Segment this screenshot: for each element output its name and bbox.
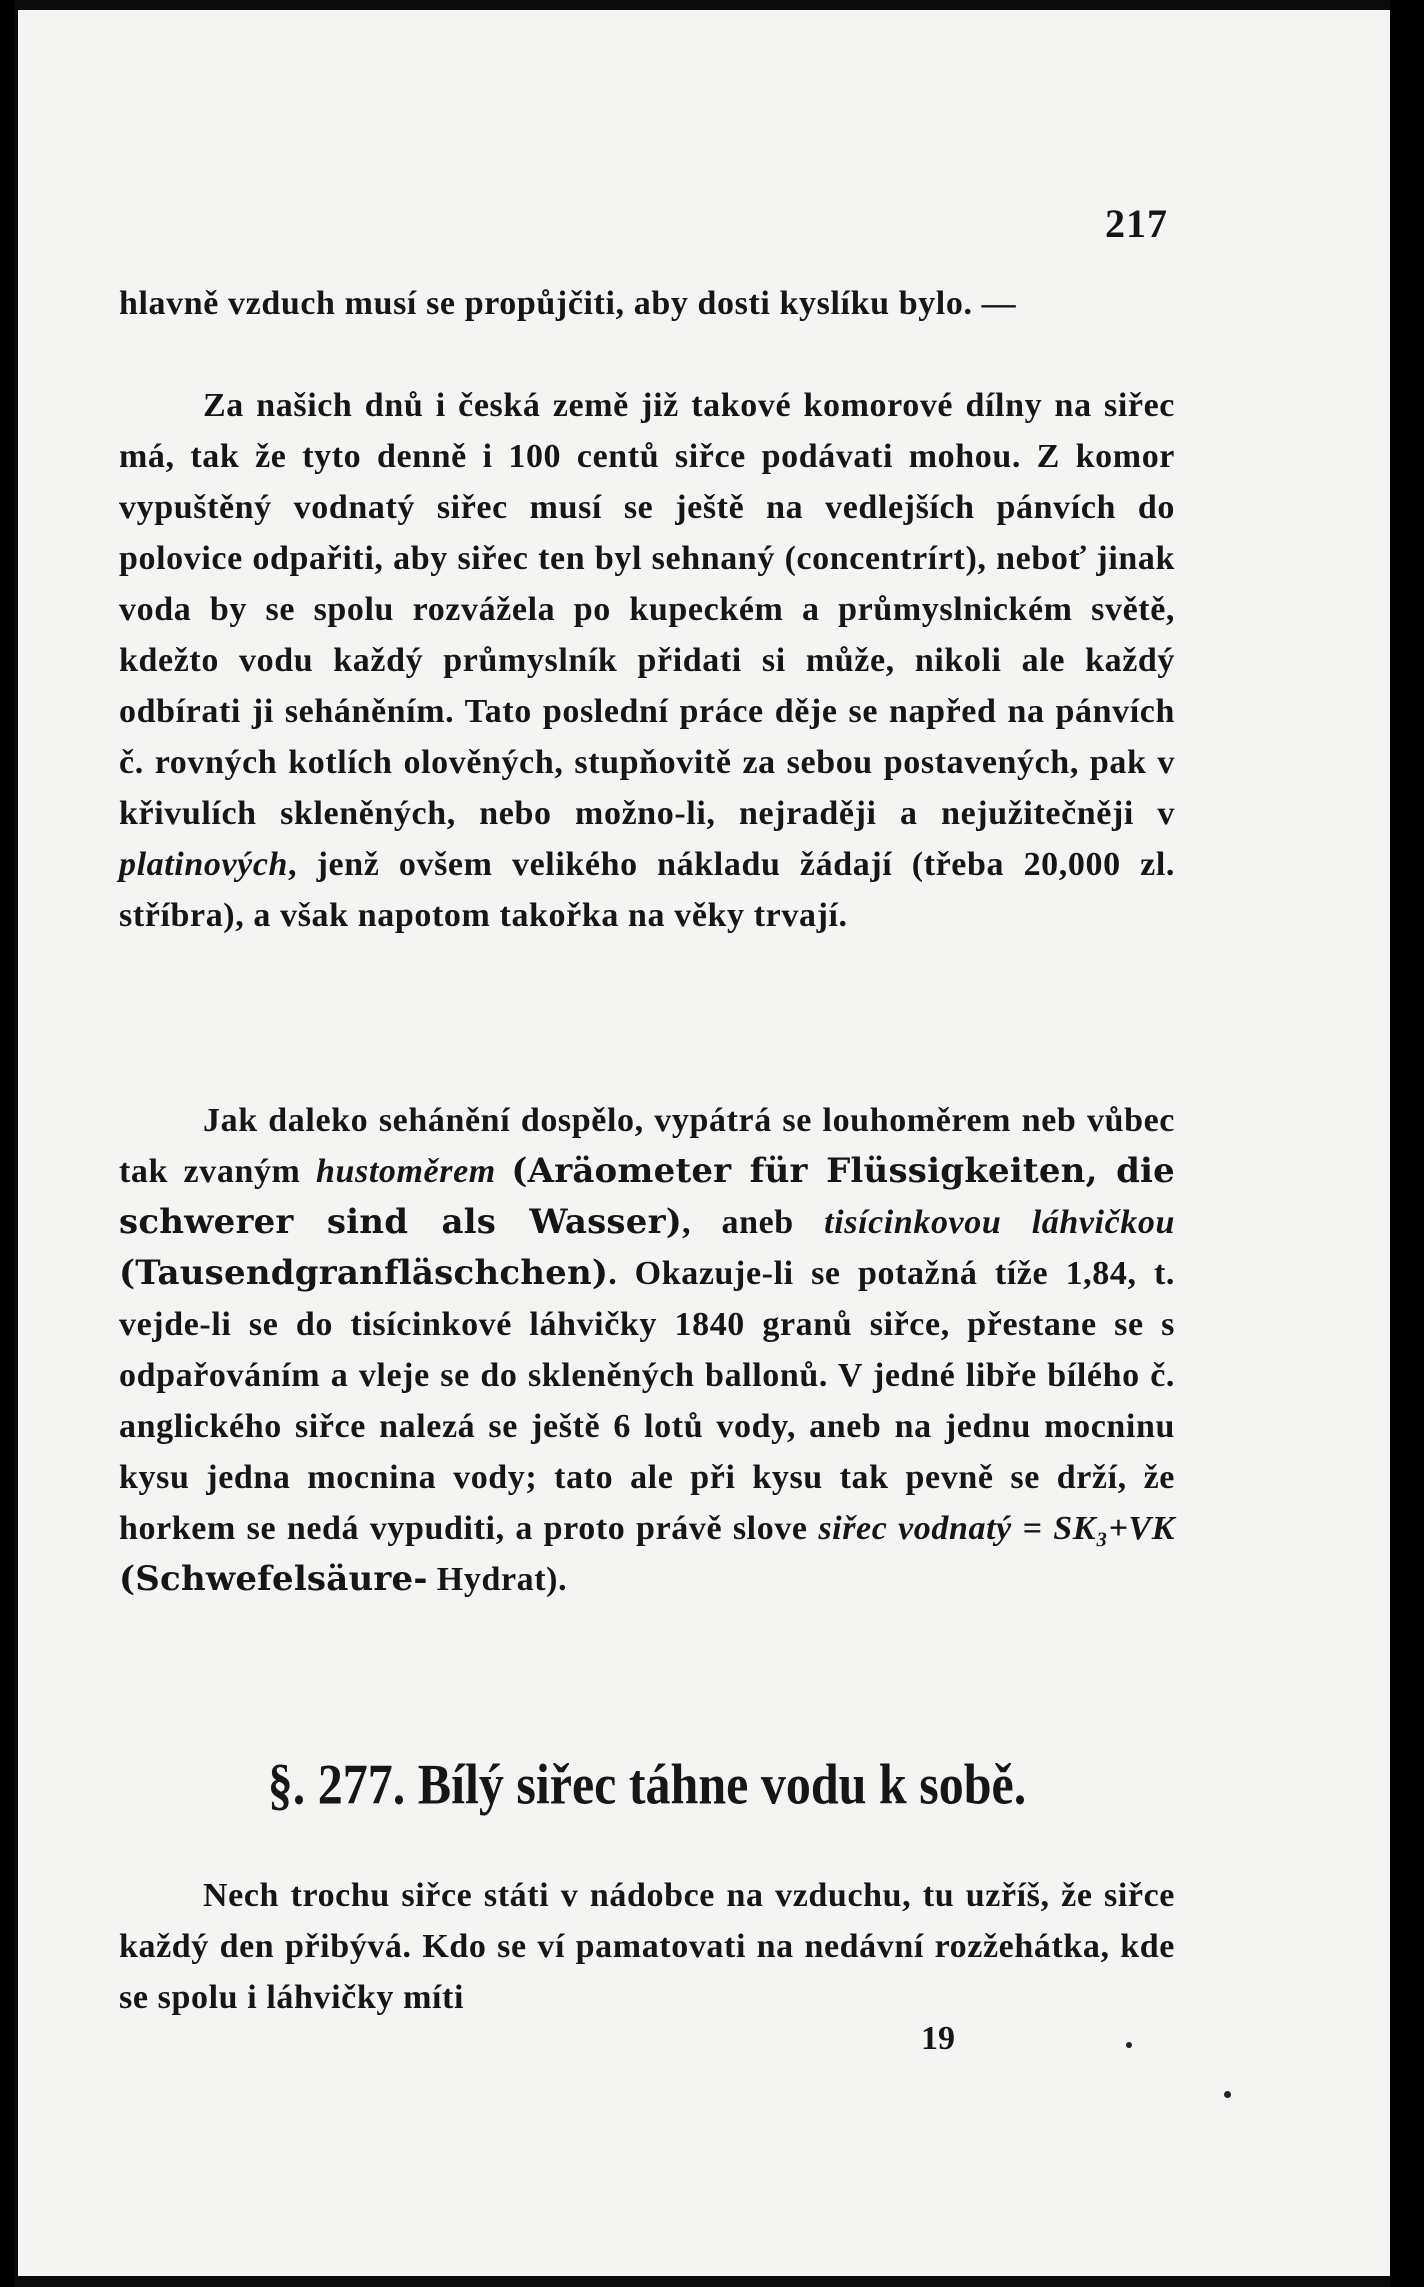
paragraph-3-text-d: , aneb [682, 1204, 825, 1241]
paragraph-3-text-a: Jak daleko sehánění dospělo, vypátrá se louhoměrem neb vůbec tak zvaným [119, 1102, 1175, 1190]
scan-right-edge [1390, 0, 1424, 2287]
paragraph-2 [119, 380, 1175, 941]
paragraph-3-italic-hustomerem: hustoměrem [316, 1153, 496, 1190]
paragraph-3 [119, 1095, 1175, 1605]
paragraph-3-italic-sirec-vodnaty: siřec vodnatý [818, 1510, 1012, 1547]
scan-left-edge [0, 0, 14, 2287]
paragraph-3-formula: = SK₃+VK [1022, 1510, 1175, 1547]
paragraph-1 [119, 278, 1175, 329]
paragraph-3-fraktur-schwefelsaure: (Schwefelsäure- [119, 1559, 428, 1599]
paragraph-3-italic-lahvickou: tisícinkovou láhvičkou [824, 1204, 1176, 1241]
section-heading: §. 277. Bílý siřec táhne vodu k sobě. [267, 1751, 1027, 1817]
paragraph-2-italic-platinovych: platinových [119, 846, 289, 883]
stray-dot [1126, 2042, 1132, 2048]
signature-mark: 19 [921, 2020, 955, 2057]
paragraph-3-text-j: Hydrat). [436, 1561, 568, 1598]
paragraph-1-text: hlavně vzduch musí se propůjčiti, aby dosti kyslíku bylo. — [119, 285, 1017, 322]
paragraph-3-fraktur-araometer: (Aräometer für Flüssigkeiten, die schwerer sind als Wasser) [119, 1151, 1175, 1242]
paragraph-2-text-a: Za našich dnů i česká země již takové komorové dílny na siřec má, tak že tyto denně i 100 centů siřce podávati mohou. Z komor vypuštěný vodnatý siřec musí se ještě na vedlejších pánvích do polovice odpařiti, aby siřec ten byl sehnaný (concentrírt), neboť jinak voda by se spolu rozvážela po kupeckém a průmyslnickém světě, kdežto vodu každý průmyslník přidati si může, nikoli ale každý odbírati ji seháněním. Tato poslední práce děje se napřed na pánvích č. rovných kotlích olověných, stupňovitě za sebou postavených, pak v křivulích skleněných, nebo možno-li, nejraději a nejužitečněji v [119, 387, 1175, 832]
paragraph-3-text-g: . Okazuje-li se potažná tíže 1,84, t. vejde-li se do tisícinkové láhvičky 1840 granů siřce, přestane se s odpařováním a vleje se do skleněných ballonů. V jedné libře bílého č. anglického siřce nalezá se ještě 6 lotů vody, aneb na jednu mocninu kysu jedna mocnina vody; tato ale při kysu tak pevně se drží, že horkem se nedá vypuditi, a proto právě slove [119, 1255, 1175, 1547]
paragraph-4-text: Nech trochu siřce státi v nádobce na vzduchu, tu uzříš, že siřce každý den přibývá. Kdo se ví pamatovati na nedávní rozžehátka, kde se spolu i láhvičky míti [119, 1877, 1175, 2016]
book-page [18, 10, 1390, 2276]
paragraph-4 [119, 1870, 1175, 2023]
paragraph-3-fraktur-tausendgran: (Tausendgranfläschchen) [119, 1253, 609, 1293]
page-number: 217 [1105, 201, 1168, 246]
paragraph-2-text-c: , jenž ovšem velikého nákladu žádají (třeba 20,000 zl. stříbra), a však napotom takořka na věky trvají. [119, 846, 1175, 934]
stray-dot [1224, 2091, 1231, 2098]
